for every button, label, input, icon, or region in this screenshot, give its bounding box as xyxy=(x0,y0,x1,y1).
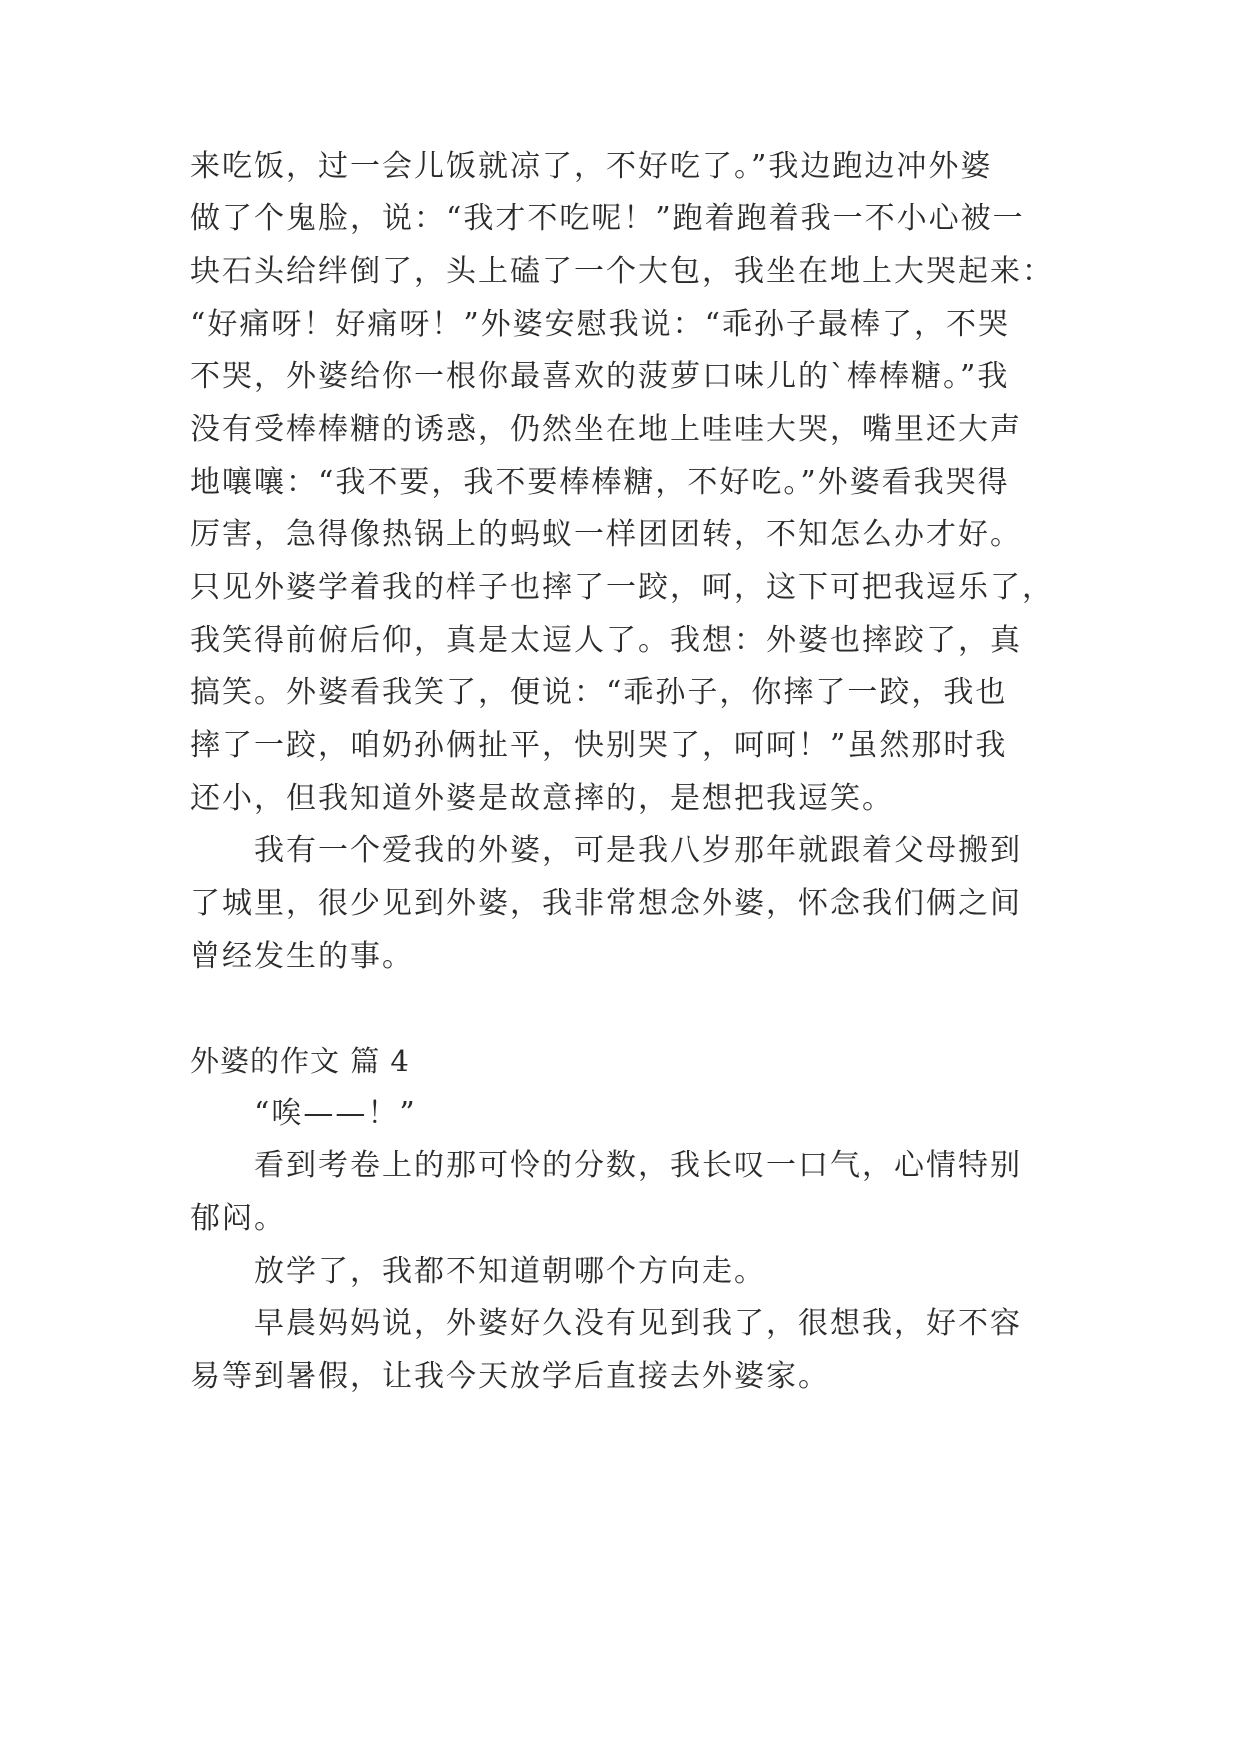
text-line: 摔了一跤，咱奶孙俩扯平，快别哭了，呵呵！”虽然那时我 xyxy=(190,728,1008,763)
text-line: “唉——！” xyxy=(190,1096,417,1131)
text-line: 曾经发生的事。 xyxy=(190,939,414,974)
text-line: 我笑得前俯后仰，真是太逗人了。我想：外婆也摔跤了，真 xyxy=(190,623,1022,658)
text-line: 只见外婆学着我的样子也摔了一跤，呵，这下可把我逗乐了， xyxy=(190,570,1054,605)
text-line: 没有受棒棒糖的诱惑，仍然坐在地上哇哇大哭，嘴里还大声 xyxy=(190,412,1022,447)
text-line: 易等到暑假，让我今天放学后直接去外婆家。 xyxy=(190,1359,830,1394)
text-line: “好痛呀！好痛呀！”外婆安慰我说：“乖孙子最棒了，不哭 xyxy=(190,307,1011,342)
text-line: 搞笑。外婆看我笑了，便说：“乖孙子，你摔了一跤，我也 xyxy=(190,675,1008,710)
text-line: 早晨妈妈说，外婆好久没有见到我了，很想我，好不容 xyxy=(190,1306,1022,1341)
text-line: 我有一个爱我的外婆，可是我八岁那年就跟着父母搬到 xyxy=(190,833,1022,868)
text-line: 郁闷。 xyxy=(190,1201,286,1236)
text-line: 厉害，急得像热锅上的蚂蚁一样团团转，不知怎么办才好。 xyxy=(190,517,1022,552)
text-line: 地嚷嚷：“我不要，我不要棒棒糖，不好吃。”外婆看我哭得 xyxy=(190,465,1010,500)
text-line: 了城里，很少见到外婆，我非常想念外婆，怀念我们俩之间 xyxy=(190,886,1022,921)
section-heading: 外婆的作文 篇 4 xyxy=(190,1044,410,1078)
text-line: 块石头给绊倒了，头上磕了一个大包，我坐在地上大哭起来： xyxy=(190,254,1054,289)
text-line: 放学了，我都不知道朝哪个方向走。 xyxy=(190,1254,766,1289)
text-line: 来吃饭，过一会儿饭就凉了，不好吃了。”我边跑边冲外婆 xyxy=(190,149,993,184)
text-line: 还小，但我知道外婆是故意摔的，是想把我逗笑。 xyxy=(190,781,894,816)
text-line: 看到考卷上的那可怜的分数，我长叹一口气，心情特别 xyxy=(190,1148,1022,1183)
text-line: 做了个鬼脸，说：“我才不吃呢！”跑着跑着我一不小心被一 xyxy=(190,201,1025,236)
text-line: 不哭，外婆给你一根你最喜欢的菠萝口味儿的`棒棒糖。”我 xyxy=(190,359,1010,394)
